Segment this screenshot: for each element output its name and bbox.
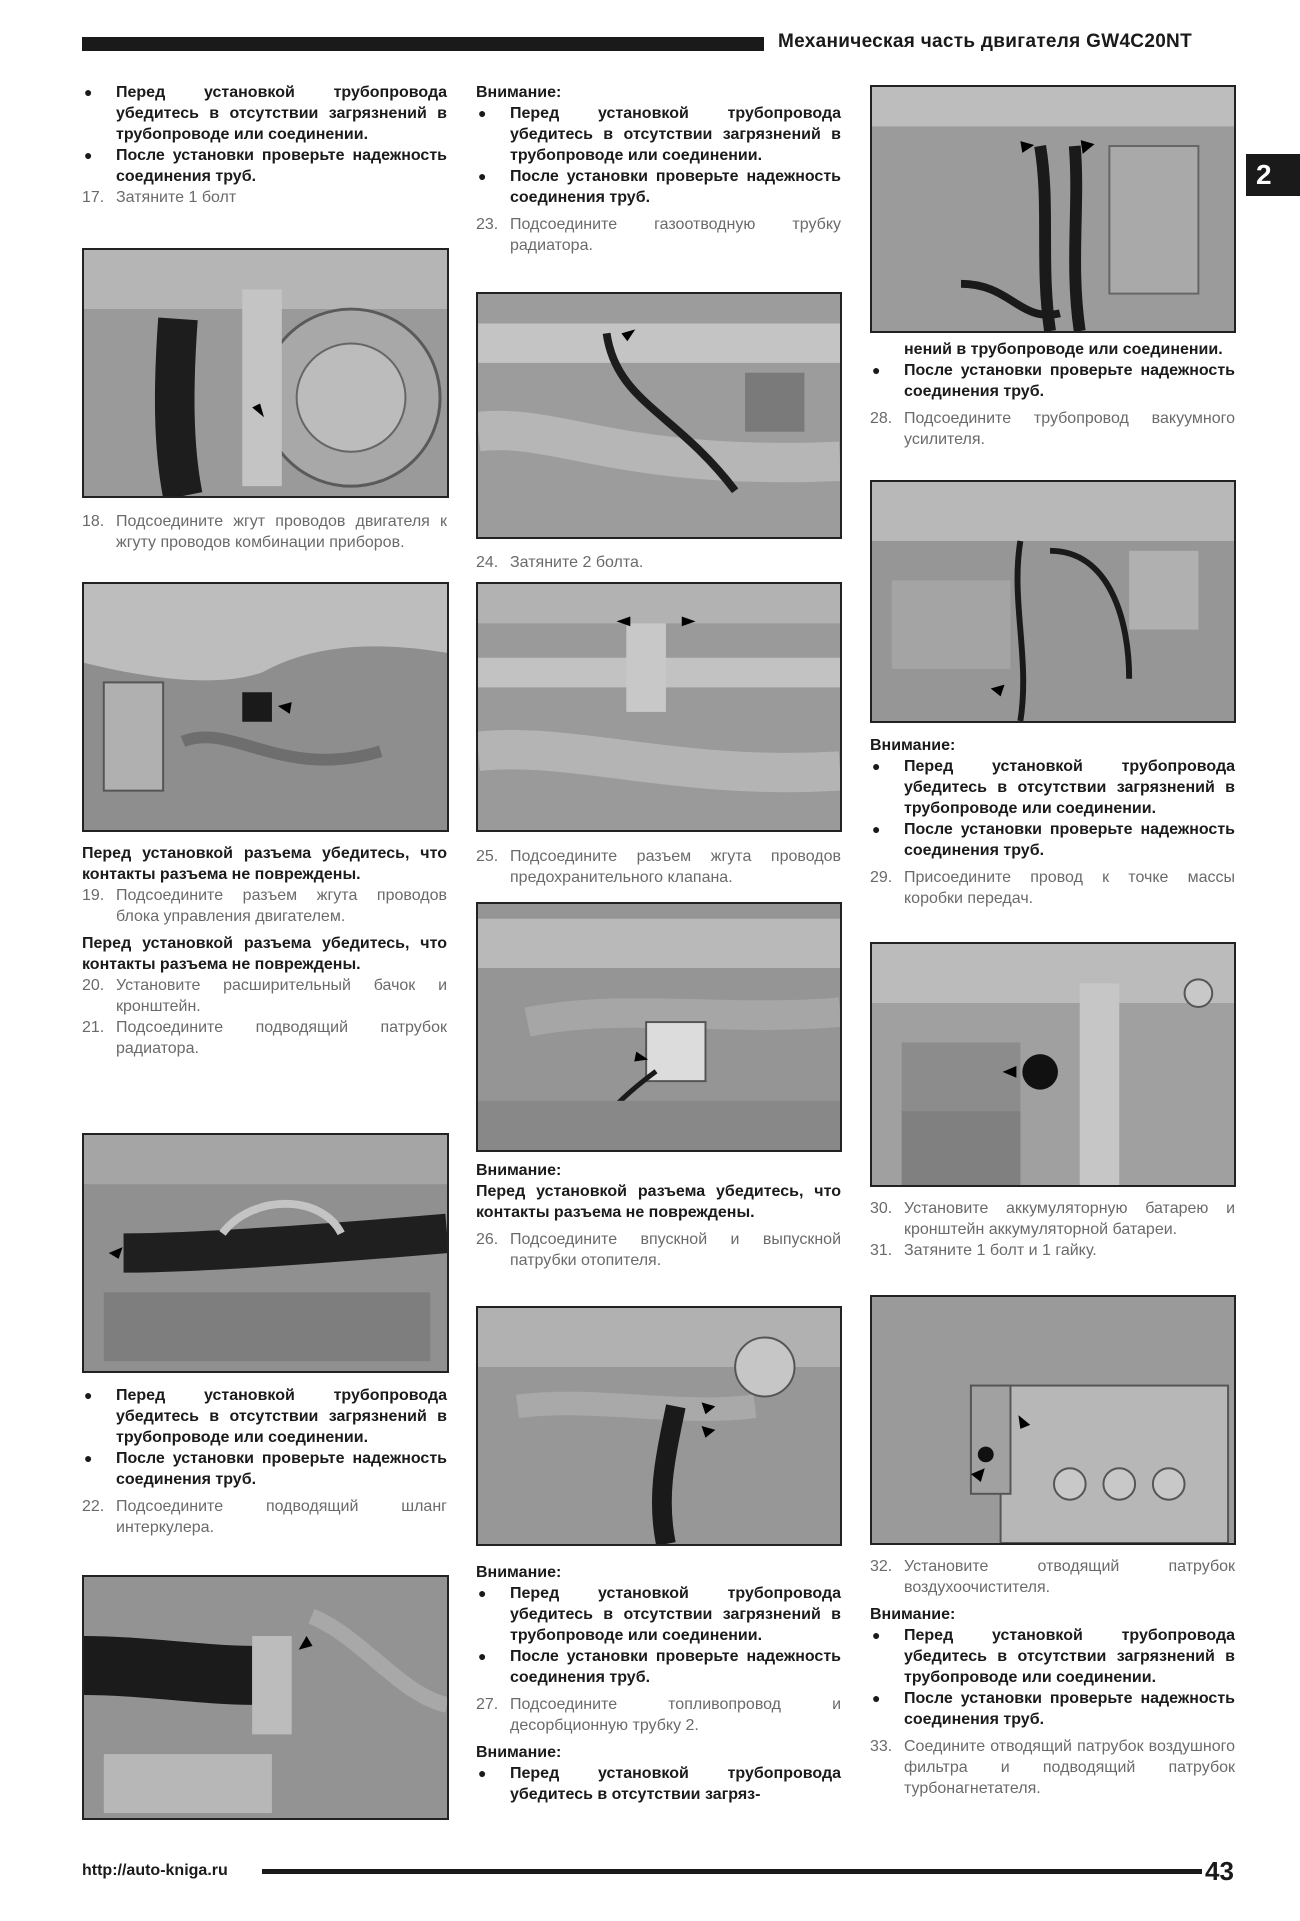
- bullet-note: ● Перед установкой трубопровода убедитесь в отсутствии загряз-: [476, 1763, 841, 1805]
- photo-step-23: [476, 292, 842, 539]
- step-22: 22. Подсоедините подводящий шланг интеркулера.: [82, 1498, 447, 1536]
- step-19: 19. Подсоедините разъем жгута проводов блока управления двигателем.: [82, 887, 447, 925]
- bullet-continuation: нений в трубопроводе или соединении.: [904, 341, 1223, 358]
- step-32: 32. Установите отводящий патрубок воздухоочистителя.: [870, 1558, 1235, 1596]
- column-1-bottom: [82, 1385, 447, 1538]
- column-3-bottom: [870, 1556, 1235, 1799]
- footer-url[interactable]: http://auto-kniga.ru: [82, 1862, 228, 1879]
- photo-step-21: [82, 1133, 449, 1373]
- bullet-note: ● После установки проверьте надежность соединения труб.: [870, 360, 1235, 402]
- step-25: 25. Подсоедините разъем жгута проводов предохранительного клапана.: [476, 848, 841, 886]
- photo-step-26: [476, 1306, 842, 1546]
- bullet-note: ● Перед установкой трубопровода убедитесь в отсутствии загрязнений в трубопроводе или соединении.: [870, 1625, 1235, 1688]
- column-2-step-24: [476, 552, 841, 573]
- column-1-top: [82, 82, 447, 208]
- step-27: 27. Подсоедините топливопровод и десорбционную трубку 2.: [476, 1696, 841, 1734]
- column-1-mid: [82, 843, 447, 1059]
- step-29: 29. Присоедините провод к точке массы коробки передач.: [870, 869, 1235, 907]
- column-2-top: [476, 82, 841, 256]
- column-3-mid: [870, 735, 1235, 909]
- photo-step-17: [82, 248, 449, 498]
- header-rule: [82, 37, 764, 51]
- step-33: 33. Соедините отводящий патрубок воздушного фильтра и подводящий патрубок турбонагнетателя.: [870, 1738, 1235, 1797]
- bullet-note: ● После установки проверьте надежность соединения труб.: [82, 145, 447, 187]
- chapter-tab: 2: [1246, 154, 1300, 196]
- photo-step-28: [870, 480, 1236, 723]
- attention-title: Внимание:: [870, 737, 956, 754]
- column-2-step-25: [476, 846, 841, 888]
- bullet-note: ● Перед установкой трубопровода убедитесь в отсутствии загрязнений в трубопроводе или соединении.: [870, 756, 1235, 819]
- step-21: 21. Подсоедините подводящий патрубок радиатора.: [82, 1019, 447, 1057]
- step-28: 28. Подсоедините трубопровод вакуумного усилителя.: [870, 410, 1235, 448]
- step-26: 26. Подсоедините впускной и выпускной патрубки отопителя.: [476, 1231, 841, 1269]
- column-1-step-18: [82, 511, 447, 553]
- attention-title: Внимание:: [476, 1744, 562, 1761]
- column-3-top: [870, 339, 1235, 450]
- step-31: 31. Затяните 1 болт и 1 гайку.: [870, 1242, 1097, 1259]
- bullet-note: ● После установки проверьте надежность соединения труб.: [870, 819, 1235, 861]
- photo-step-22: [82, 1575, 449, 1820]
- step-24: 24. Затяните 2 болта.: [476, 554, 644, 571]
- connector-note: Перед установкой разъема убедитесь, что контакты разъема не повреждены.: [82, 845, 447, 883]
- bullet-note: ● Перед установкой трубопровода убедитесь в отсутствии загрязнений в трубопроводе или соединении.: [82, 82, 447, 145]
- step-30: 30. Установите аккумуляторную батарею и кронштейн аккумуляторной батареи.: [870, 1200, 1235, 1238]
- attention-title: Внимание:: [476, 1564, 562, 1581]
- connector-note: Перед установкой разъема убедитесь, что контакты разъема не повреждены.: [82, 935, 447, 973]
- photo-step-25: [476, 902, 842, 1152]
- bullet-note: ● После установки проверьте надежность соединения труб.: [476, 166, 841, 208]
- step-17: 17. Затяните 1 болт: [82, 189, 237, 206]
- column-2-bottom: [476, 1562, 841, 1805]
- bullet-note: ● Перед установкой трубопровода убедитесь в отсутствии загрязнений в трубопроводе или соединении.: [476, 103, 841, 166]
- page-header-title: Механическая часть двигателя GW4C20NT: [778, 31, 1192, 52]
- photo-step-18: [82, 582, 449, 832]
- photo-step-31: [870, 1295, 1236, 1545]
- bullet-note: ● После установки проверьте надежность соединения труб.: [870, 1688, 1235, 1730]
- connector-note: Перед установкой разъема убедитесь, что контакты разъема не повреждены.: [476, 1183, 841, 1221]
- footer-rule: [262, 1869, 1202, 1874]
- attention-title: Внимание:: [870, 1606, 956, 1623]
- attention-title: Внимание:: [476, 84, 562, 101]
- step-20: 20. Установите расширительный бачок и кронштейн.: [82, 977, 447, 1015]
- bullet-note: ● Перед установкой трубопровода убедитесь в отсутствии загрязнений в трубопроводе или соединении.: [82, 1385, 447, 1448]
- bullet-note: ● Перед установкой трубопровода убедитесь в отсутствии загрязнений в трубопроводе или соединении.: [476, 1583, 841, 1646]
- photo-step-27: [870, 85, 1236, 333]
- step-18: 18. Подсоедините жгут проводов двигателя к жгуту проводов комбинации приборов.: [82, 513, 447, 551]
- column-2-mid: [476, 1160, 841, 1271]
- photo-step-24: [476, 582, 842, 832]
- step-23: 23. Подсоедините газоотводную трубку радиатора.: [476, 216, 841, 254]
- photo-step-29: [870, 942, 1236, 1187]
- page-number: 43: [1205, 1856, 1234, 1886]
- bullet-note: ● После установки проверьте надежность соединения труб.: [82, 1448, 447, 1490]
- attention-title: Внимание:: [476, 1162, 562, 1179]
- bullet-note: ● После установки проверьте надежность соединения труб.: [476, 1646, 841, 1688]
- column-3-steps-30-31: [870, 1198, 1235, 1261]
